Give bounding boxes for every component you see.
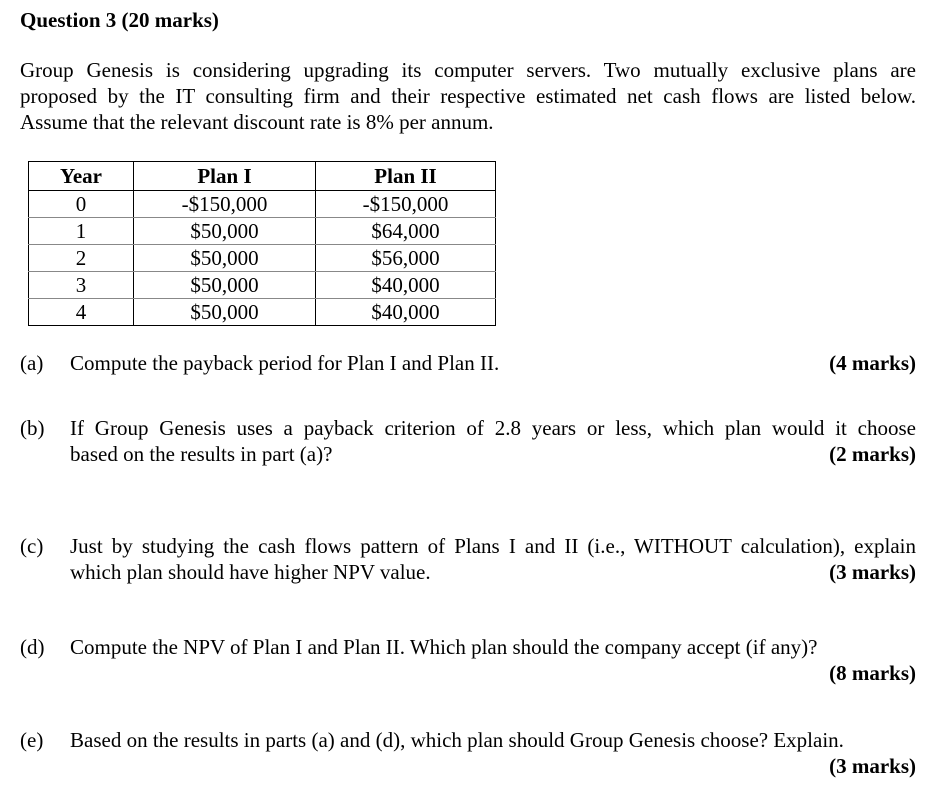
cell-plan-1: $50,000	[134, 218, 316, 245]
part-b-marks: (2 marks)	[829, 442, 916, 466]
part-a-marks: (4 marks)	[829, 351, 916, 375]
cell-year: 0	[29, 191, 134, 218]
part-c-text-line-1: Just by studying the cash flows pattern of Plans I and II (i.e., WITHOUT calculation), explain	[70, 534, 916, 558]
table-row	[29, 299, 496, 326]
part-e-marks: (3 marks)	[829, 754, 916, 778]
part-c-marks: (3 marks)	[829, 560, 916, 584]
cell-year: 4	[29, 299, 134, 326]
cell-plan-1: $50,000	[134, 299, 316, 326]
part-e-text: Based on the results in parts (a) and (d), which plan should Group Genesis choose? Explain.	[70, 728, 844, 752]
header-plan-1: Plan I	[134, 162, 316, 191]
cell-plan-2: $64,000	[316, 218, 496, 245]
cell-plan-2: $40,000	[316, 299, 496, 326]
cell-year: 1	[29, 218, 134, 245]
header-year: Year	[29, 162, 134, 191]
intro-line: Group Genesis is considering upgrading its computer servers. Two mutually exclusive plans are	[20, 58, 916, 82]
part-c-text-line-2: which plan should have higher NPV value.	[70, 560, 431, 584]
cell-plan-2: $40,000	[316, 272, 496, 299]
part-b-text-line-1: If Group Genesis uses a payback criterion of 2.8 years or less, which plan would it choose	[70, 416, 916, 440]
header-plan-2: Plan II	[316, 162, 496, 191]
table-row	[29, 272, 496, 299]
intro-line: Assume that the relevant discount rate is 8% per annum.	[20, 110, 494, 134]
part-b-text-line-2: based on the results in part (a)?	[70, 442, 333, 466]
part-e-label: (e)	[20, 728, 44, 752]
table-row	[29, 218, 496, 245]
cell-plan-1: -$150,000	[134, 191, 316, 218]
cell-plan-2: -$150,000	[316, 191, 496, 218]
question-title: Question 3 (20 marks)	[20, 8, 219, 32]
cell-year: 3	[29, 272, 134, 299]
part-c-label: (c)	[20, 534, 44, 558]
part-d-text: Compute the NPV of Plan I and Plan II. Which plan should the company accept (if any)?	[70, 635, 818, 659]
cell-plan-2: $56,000	[316, 245, 496, 272]
cash-flow-table	[28, 161, 496, 326]
part-d-marks: (8 marks)	[829, 661, 916, 685]
intro-line: proposed by the IT consulting firm and their respective estimated net cash flows are listed below.	[20, 84, 916, 108]
part-b-label: (b)	[20, 416, 45, 440]
table-header-row	[29, 162, 496, 191]
part-a-label: (a)	[20, 351, 44, 375]
part-a-text: Compute the payback period for Plan I and Plan II.	[70, 351, 500, 375]
table-row	[29, 191, 496, 218]
cell-plan-1: $50,000	[134, 245, 316, 272]
cell-plan-1: $50,000	[134, 272, 316, 299]
question-intro	[20, 57, 916, 135]
cell-year: 2	[29, 245, 134, 272]
part-d-label: (d)	[20, 635, 45, 659]
table-row	[29, 245, 496, 272]
